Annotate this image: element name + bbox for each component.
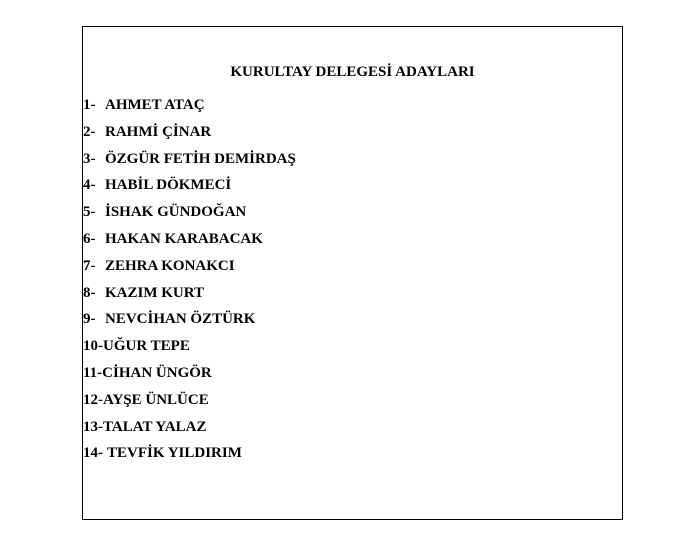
candidate-name: HABİL DÖKMECİ xyxy=(105,177,232,194)
candidate-list xyxy=(83,92,296,467)
list-item xyxy=(83,172,296,199)
item-number: 7- xyxy=(83,257,96,274)
candidate-name: ÖZGÜR FETİH DEMİRDAŞ xyxy=(105,150,296,167)
candidate-name: RAHMİ ÇİNAR xyxy=(105,123,212,140)
list-item xyxy=(83,92,296,119)
candidate-name: ZEHRA KONAKCI xyxy=(105,257,235,274)
item-number: 4- xyxy=(83,177,96,194)
candidate-name: KAZIM KURT xyxy=(105,284,205,301)
item-number: 2- xyxy=(83,123,96,140)
document-frame xyxy=(82,26,623,520)
candidate-name: UĞUR TEPE xyxy=(103,338,190,355)
item-number: 10- xyxy=(83,338,103,355)
item-number: 5- xyxy=(83,204,96,221)
list-item xyxy=(83,333,296,360)
candidate-name: TEVFİK YILDIRIM xyxy=(107,445,242,462)
item-number: 13- xyxy=(83,418,103,435)
list-item xyxy=(83,146,296,173)
list-item xyxy=(83,253,296,280)
item-number: 1- xyxy=(83,97,96,113)
list-item xyxy=(83,306,296,333)
candidate-name: AHMET ATAÇ xyxy=(105,97,205,113)
list-item xyxy=(83,119,296,146)
list-item xyxy=(83,440,296,467)
candidate-name: NEVCİHAN ÖZTÜRK xyxy=(105,311,256,328)
list-item xyxy=(83,226,296,253)
list-item xyxy=(83,414,296,441)
list-item xyxy=(83,387,296,414)
candidate-name: CİHAN ÜNGÖR xyxy=(102,364,212,381)
item-number: 11- xyxy=(83,364,103,381)
item-number: 14- xyxy=(83,445,103,462)
candidate-name: AYŞE ÜNLÜCE xyxy=(103,391,209,408)
item-number: 6- xyxy=(83,230,96,247)
candidate-name: HAKAN KARABACAK xyxy=(105,230,263,247)
list-item xyxy=(83,199,296,226)
document-title: KURULTAY DELEGESİ ADAYLARI xyxy=(230,64,475,80)
candidate-name: TALAT YALAZ xyxy=(103,418,207,435)
list-item xyxy=(83,360,296,387)
item-number: 3- xyxy=(83,150,96,167)
candidate-name: İSHAK GÜNDOĞAN xyxy=(105,204,247,221)
list-item xyxy=(83,280,296,307)
item-number: 8- xyxy=(83,284,96,301)
item-number: 9- xyxy=(83,311,96,328)
item-number: 12- xyxy=(83,391,103,408)
